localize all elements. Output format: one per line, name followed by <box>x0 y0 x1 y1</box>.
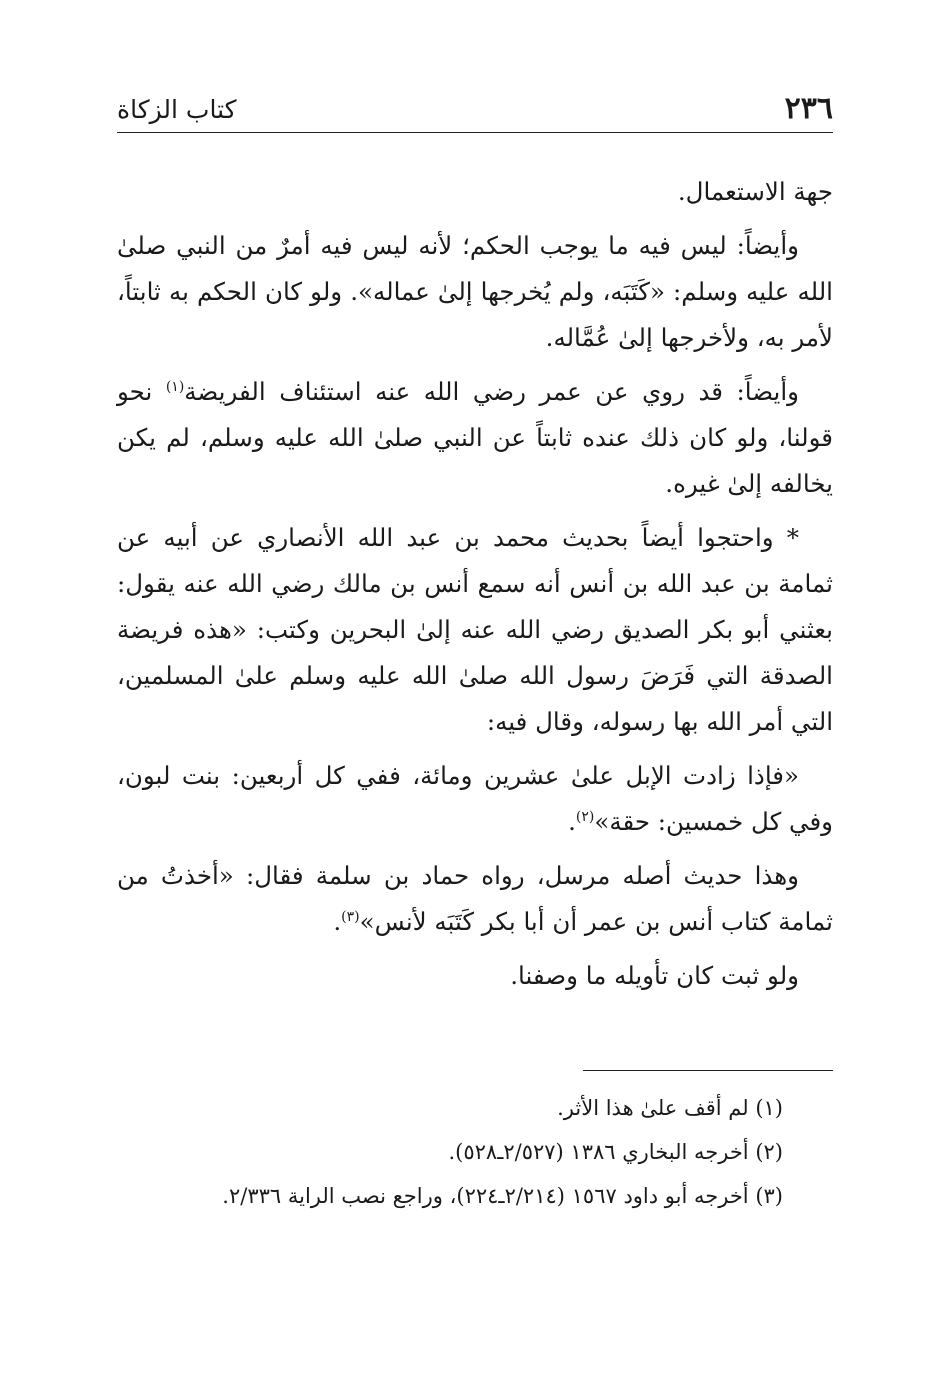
footnote-2: (٢) أخرجه البخاري ١٣٨٦ (٢/٥٢٧ـ٥٢٨). <box>448 1140 783 1164</box>
paragraph-3 <box>117 369 833 507</box>
paragraph-6 <box>117 853 833 945</box>
footnote-ref-2[interactable]: (٢) <box>575 808 595 825</box>
paragraph-3-text-b: نحو قولنا، ولو كان ذلك عنده ثابتاً عن النبي صلىٰ الله عليه وسلم، لم يكن يخالفه إلىٰ غيره. <box>117 377 833 498</box>
footnote-divider <box>583 1070 833 1071</box>
footnote-1: (١) لم أقف علىٰ هذا الأثر. <box>557 1096 783 1120</box>
paragraph-5-text-b: . <box>568 807 576 836</box>
footnotes <box>117 1086 833 1218</box>
paragraph-5-text-a: «فإذا زادت الإبل علىٰ عشرين ومائة، ففي كل أربعين: بنت لبون، وفي كل خمسين: حقة» <box>117 761 833 836</box>
paragraph-7: ولو ثبت كان تأويله ما وصفنا. <box>510 961 799 990</box>
paragraph-1: جهة الاستعمال. <box>677 177 833 206</box>
footnote-ref-1[interactable]: (١) <box>165 378 185 395</box>
footnote-3: (٣) أخرجه أبو داود ١٥٦٧ (٢/٢١٤ـ٢٢٤)، وراجع نصب الراية ٢/٣٣٦. <box>222 1184 783 1208</box>
main-text <box>117 169 833 999</box>
paragraph-3-text-a: وأيضاً: قد روي عن عمر رضي الله عنه استئناف الفريضة <box>184 377 799 406</box>
paragraph-5 <box>117 753 833 845</box>
paragraph-2: وأيضاً: ليس فيه ما يوجب الحكم؛ لأنه ليس فيه أمرٌ من النبي صلىٰ الله عليه وسلم: «كَتَبَه، ولم يُخرجها إلىٰ عماله». ولو كان الحكم به ثابتاً، لأمر به، ولأخرجها إلىٰ عُمَّاله. <box>117 231 833 352</box>
paragraph-4: * واحتجوا أيضاً بحديث محمد بن عبد الله الأنصاري عن أبيه عن ثمامة بن عبد الله بن أنس أنه سمع أنس بن مالك رضي الله عنه يقول: بعثني أبو بكر الصديق رضي الله عنه إلىٰ البحرين وكتب: «هذه فريضة الصدقة التي فَرَضَ رسول الله صلىٰ الله عليه وسلم علىٰ المسلمين، التي أمر الله بها رسوله، وقال فيه: <box>117 523 833 736</box>
book-page <box>117 88 833 1208</box>
running-title: كتاب الزكاة <box>117 95 237 124</box>
paragraph-6-text-b: . <box>333 907 342 936</box>
page-header <box>117 88 833 133</box>
page-number: ٢٣٦ <box>784 91 833 126</box>
footnote-ref-3[interactable]: (٣) <box>341 908 360 925</box>
paragraph-6-text-a: وهذا حديث أصله مرسل، رواه حماد بن سلمة فقال: «أخذتُ من ثمامة كتاب أنس بن عمر أن أبا بكر كَتَبَه لأنس» <box>117 861 833 936</box>
